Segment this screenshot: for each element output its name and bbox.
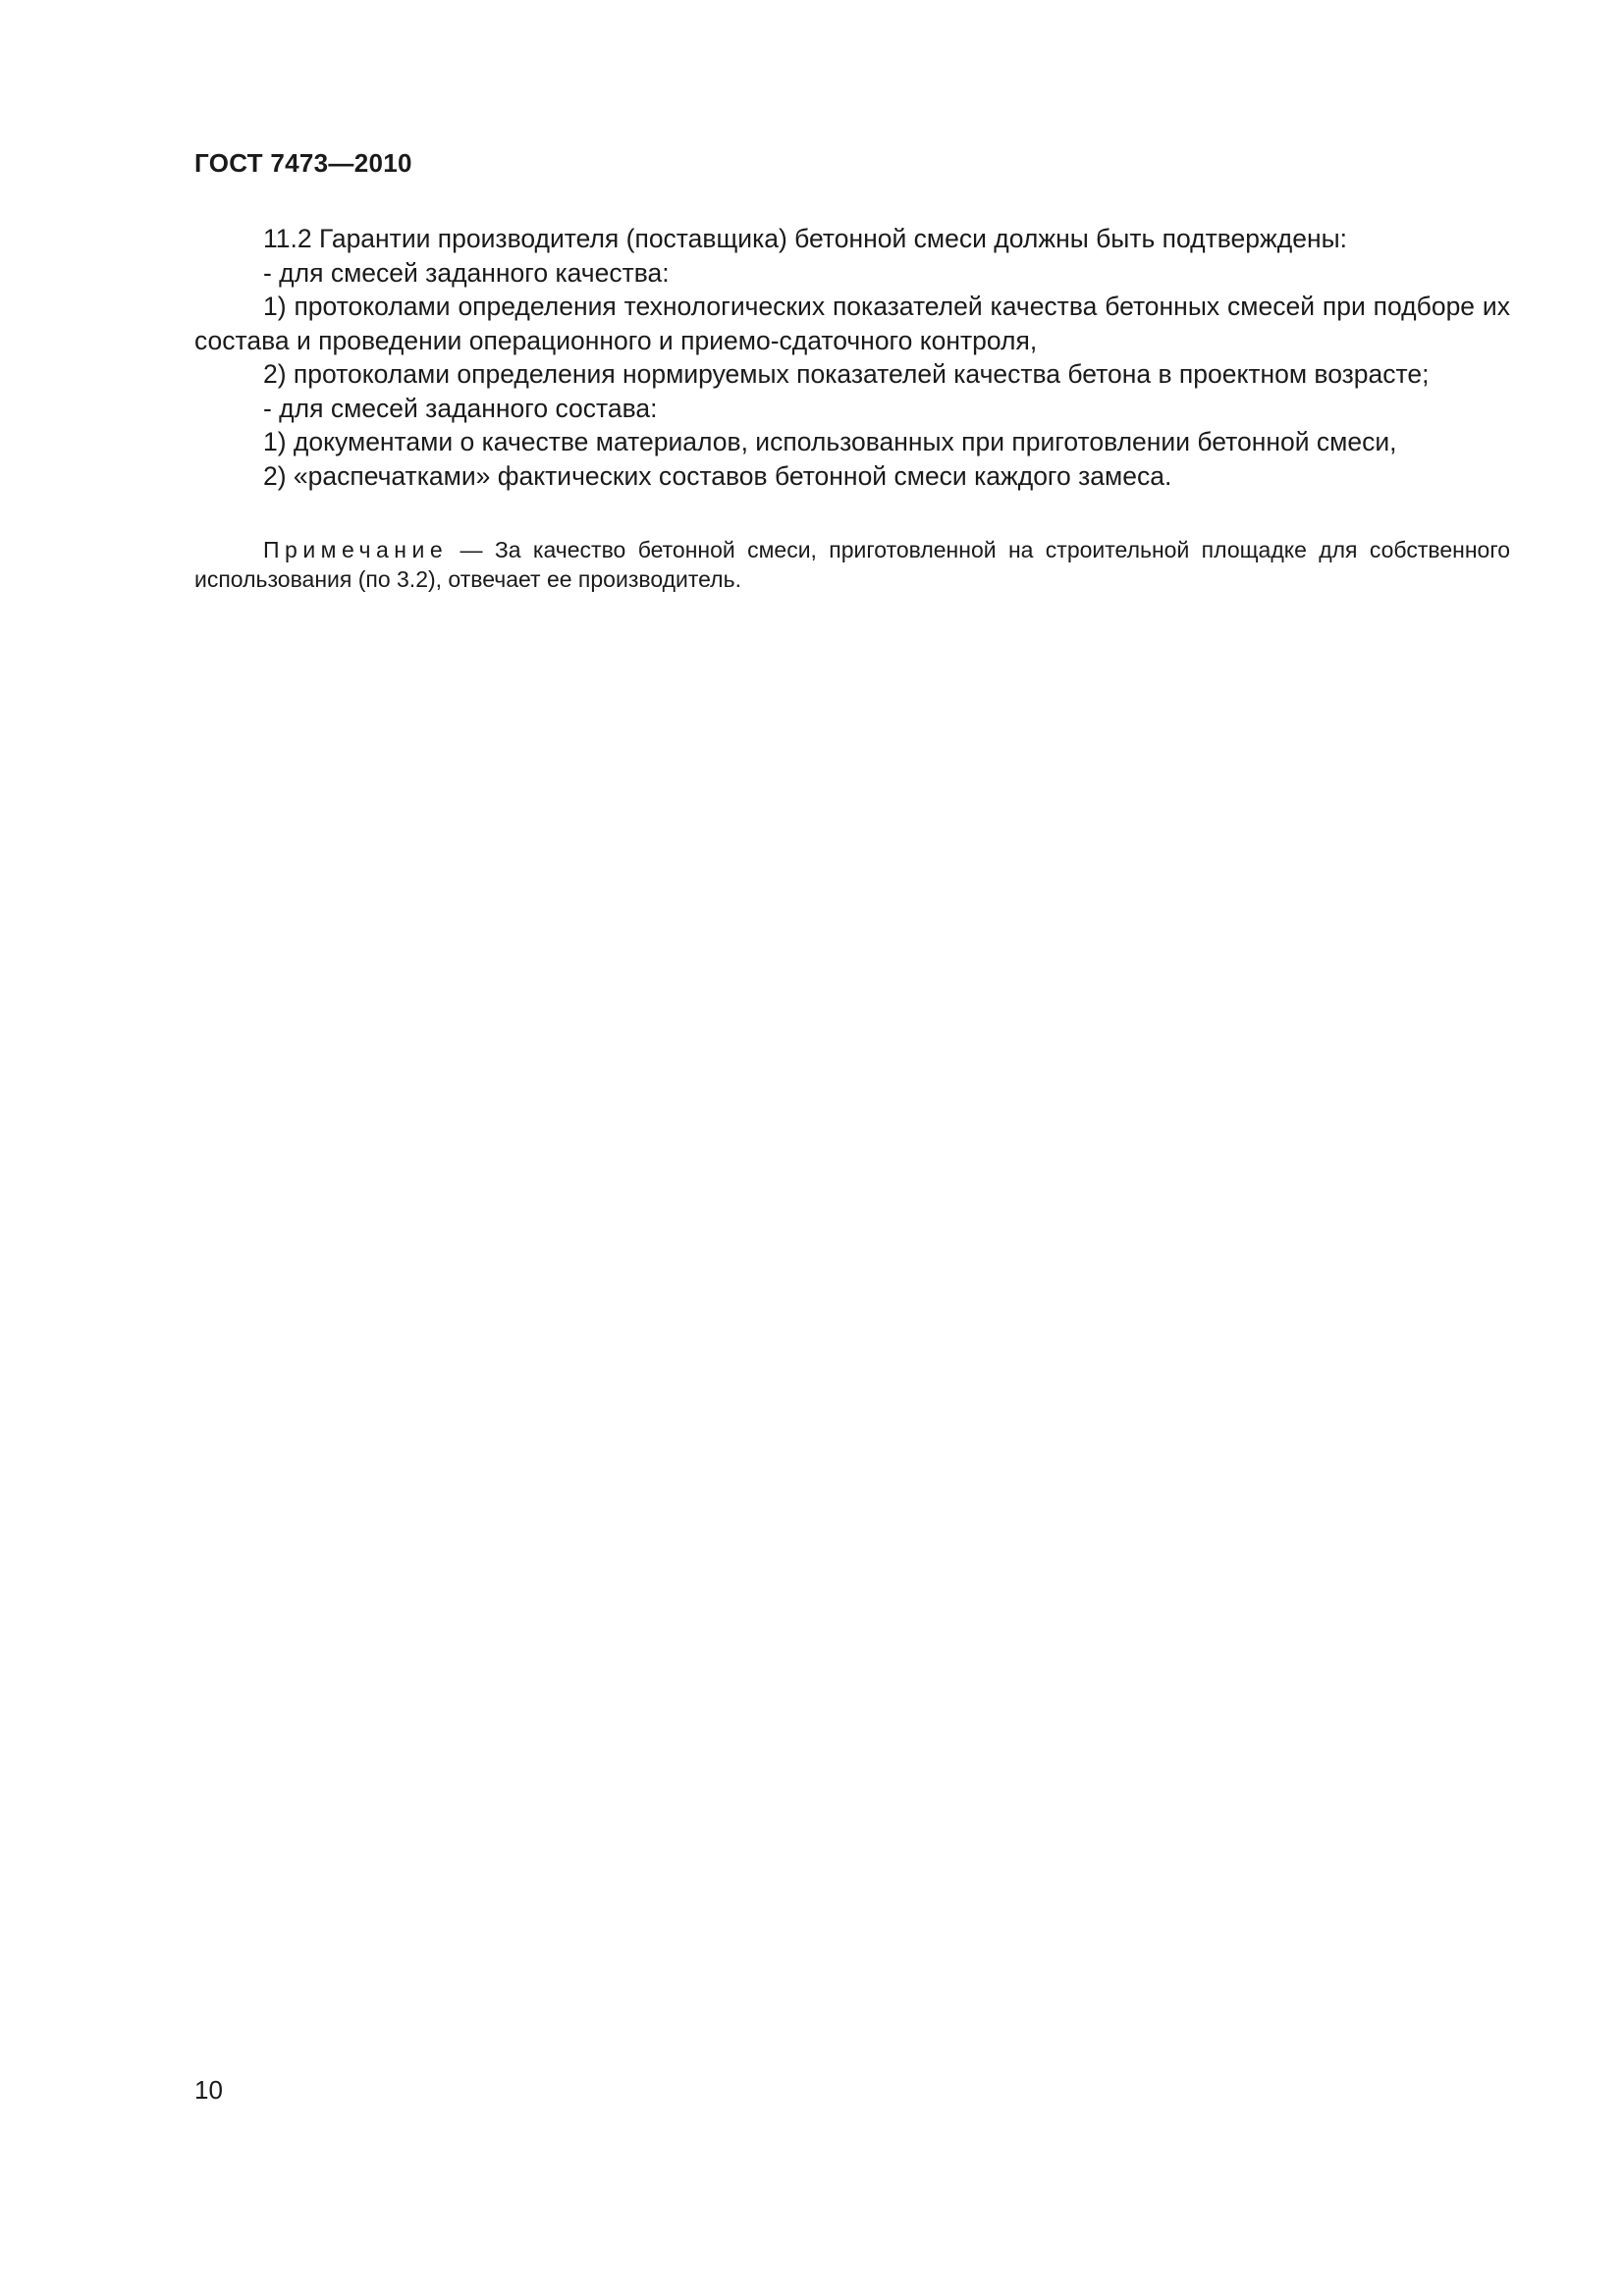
list-item-composition-2: 2) «распечатками» фактических составов бетонной смеси каждого замеса. [263,460,1172,491]
note-label: Примечание [263,537,449,562]
document-body [194,222,1510,493]
list-item-quality-1: 1) протоколами определения технологических показателей качества бетонных смесей при подборе их состава и проведении операционного и приемо-сдаточного контроля, [194,292,1510,355]
paragraph-11-2: 11.2 Гарантии производителя (поставщика) бетонной смеси должны быть подтверждены: [263,224,1347,253]
document-header: ГОСТ 7473—2010 [194,148,412,178]
list-item-quality-mixes: - для смесей заданного качества: [263,257,670,288]
page-number: 10 [194,2075,223,2105]
list-item-composition-1: 1) документами о качестве материалов, использованных при приготовлении бетонной смеси, [263,427,1397,456]
list-item-composition-mixes: - для смесей заданного состава: [263,393,658,423]
list-item-quality-2: 2) протоколами определения нормируемых показателей качества бетона в проектном возрасте; [263,359,1430,389]
note-text: — За качество бетонной смеси, приготовленной на строительной площадке для собственного использования (по 3.2), отвечает ее производитель. [194,537,1510,592]
note [194,535,1510,594]
